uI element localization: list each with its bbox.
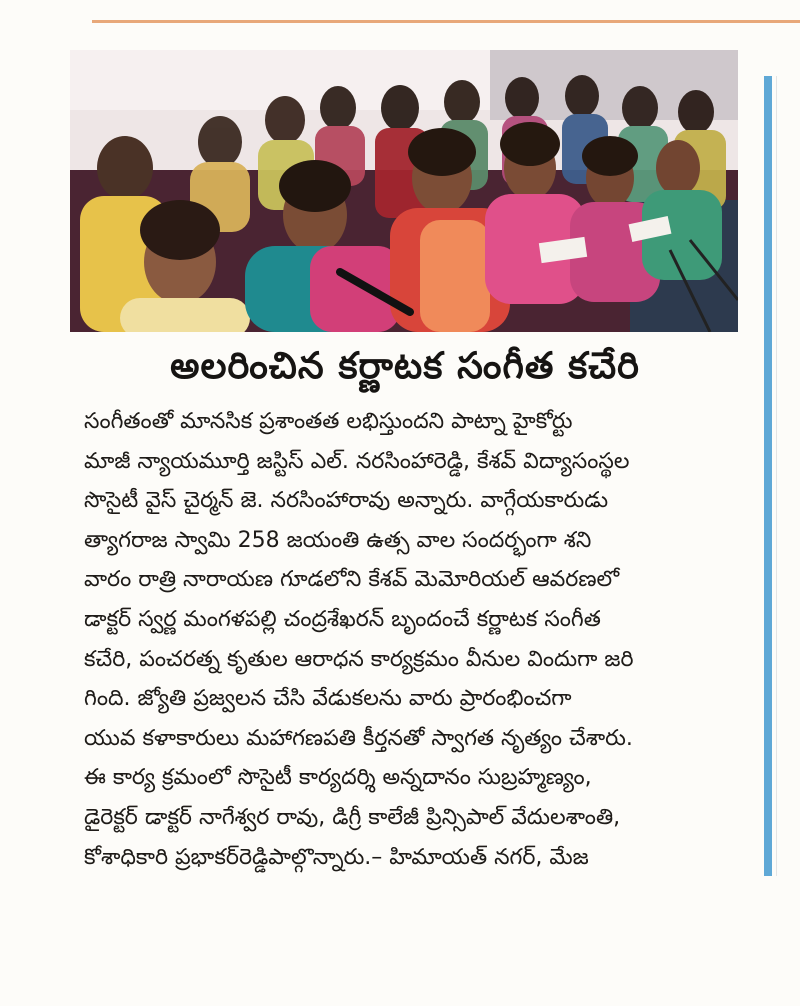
article-line: మాజీ న్యాయమూర్తి జస్టిస్ ఎల్. నరసింహారెడ్డి, కేశవ్ విద్యాసంస్థల bbox=[84, 448, 630, 474]
article-line: యువ కళాకారులు మహాగణపతి కీర్తనతో స్వాగత నృత్యం చేశారు. bbox=[84, 725, 633, 751]
article-line: కోశాధికారి ప్రభాకర్‌రెడ్డిపాల్గొన్నారు.– హిమాయత్ నగర్, మేజ bbox=[84, 844, 589, 870]
article-line: వారం రాత్రి నారాయణ గూడలోని కేశవ్ మెమోరియల్ ఆవరణలో bbox=[84, 567, 620, 593]
article-line: త్యాగరాజ స్వామి 258 జయంతి ఉత్స వాల సందర్భంగా శని bbox=[84, 527, 592, 553]
article-line: కచేరి, పంచరత్న కృతుల ఆరాధన కార్యక్రమం వీనుల విందుగా జరి bbox=[84, 646, 634, 672]
concert-photo-illustration bbox=[70, 50, 738, 332]
article-body bbox=[84, 402, 724, 877]
side-divider-line bbox=[764, 76, 772, 876]
concert-photo bbox=[70, 50, 738, 332]
article-headline: అలరించిన కర్ణాటక సంగీత కచేరి bbox=[170, 344, 640, 387]
top-divider-line bbox=[92, 20, 800, 23]
article-line: ఈ కార్య క్రమంలో సొసైటీ కార్యదర్శి అన్నదానం సుబ్రహ్మణ్యం, bbox=[84, 765, 592, 791]
article-line: గింది. జ్యోతి ప్రజ్వలన చేసి వేడుకలను వారు ప్రారంభించగా bbox=[84, 686, 572, 712]
article-line: సొసైటీ వైస్ చైర్మన్ జె. నరసింహారావు అన్నారు. వాగ్గేయకారుడు bbox=[84, 488, 609, 514]
article-line: డైరెక్టర్ డాక్టర్ నాగేశ్వర రావు, డిగ్రీ కాలేజీ ప్రిన్సిపాల్ వేదులశాంతి, bbox=[84, 804, 621, 830]
article-line: డాక్టర్ స్వర్ణ మంగళపల్లి చంద్రశేఖరన్ బృందంచే కర్ణాటక సంగీత bbox=[84, 606, 601, 632]
article-line: సంగీతంతో మానసిక ప్రశాంతత లభిస్తుందని పాట్నా హైకోర్టు bbox=[84, 409, 573, 434]
